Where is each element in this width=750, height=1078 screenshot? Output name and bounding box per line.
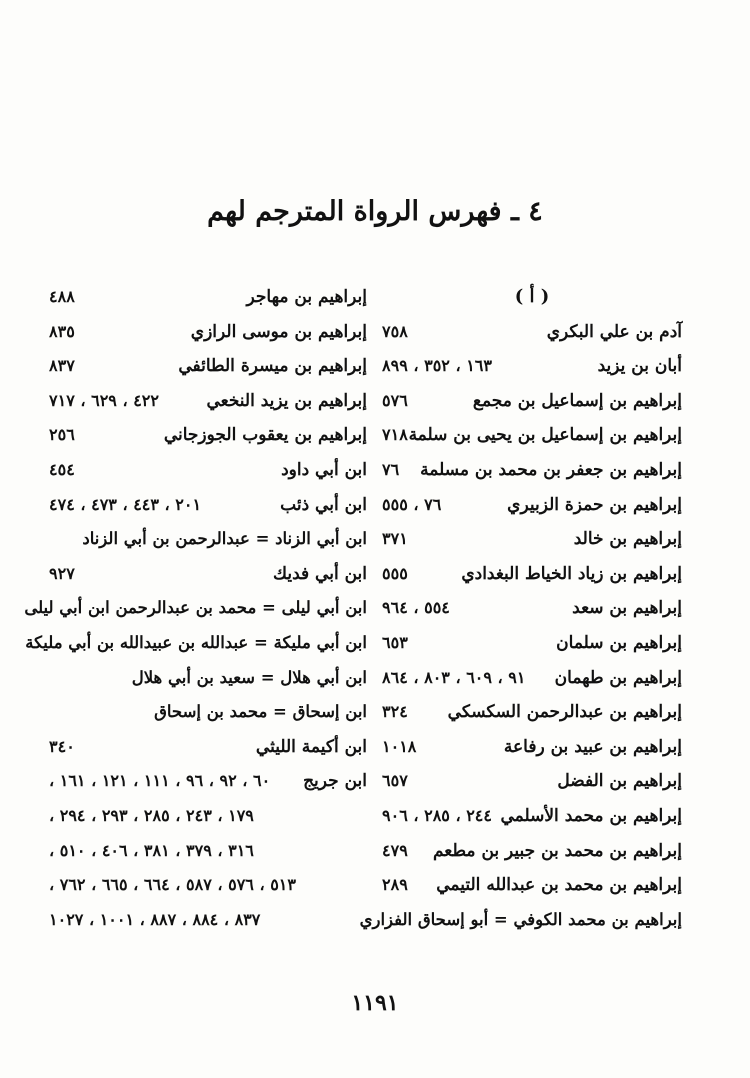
index-entry-continuation bbox=[49, 836, 367, 871]
page-title: ٤ ـ فهرس الرواة المترجم لهم bbox=[207, 196, 543, 227]
page-refs: ٢٤٤ ، ٢٨٥ ، ٩٠٦ bbox=[382, 805, 492, 825]
page-refs: ٧٦ bbox=[382, 459, 400, 479]
page-refs: ٣٤٠ bbox=[49, 736, 75, 756]
index-entry bbox=[24, 593, 367, 628]
page-refs: ١٧٩ ، ٢٤٣ ، ٢٨٥ ، ٢٩٣ ، ٢٩٤ ، bbox=[49, 805, 254, 825]
narrator-name: إبراهيم بن يعقوب الجوزجاني bbox=[163, 425, 367, 446]
index-entry bbox=[382, 559, 682, 594]
index-entry bbox=[382, 524, 682, 559]
page-refs: ٢٠١ ، ٤٤٣ ، ٤٧٣ ، ٤٧٤ bbox=[49, 494, 202, 514]
index-entry bbox=[382, 801, 682, 836]
index-entry-continuation bbox=[49, 870, 367, 905]
page-refs: ١٠١٨ bbox=[382, 736, 417, 756]
narrator-name: إبراهيم بن محمد الكوفي = أبو إسحاق الفزاري bbox=[359, 909, 682, 929]
page-refs: ٢٥٦ bbox=[49, 425, 75, 445]
page-refs: ٦٥٣ bbox=[382, 632, 408, 652]
index-entry bbox=[382, 593, 682, 628]
narrator-name: ابن أبي هلال = سعيد بن أبي هلال bbox=[131, 667, 367, 687]
index-entry bbox=[49, 697, 367, 732]
index-column-left bbox=[24, 282, 367, 939]
narrator-name: ابن أبي ذئب bbox=[280, 494, 367, 515]
page-refs: ٤٢٢ ، ٦٢٩ ، ٧١٧ bbox=[49, 390, 159, 410]
page-refs: ٢٨٩ bbox=[382, 875, 408, 895]
page-refs: ٥١٣ ، ٥٧٦ ، ٥٨٧ ، ٦٦٤ ، ٦٦٥ ، ٧٦٢ ، bbox=[49, 875, 296, 895]
index-entry bbox=[382, 628, 682, 663]
narrator-name: إبراهيم بن طهمان bbox=[554, 667, 682, 688]
page-refs: ٣٢٤ bbox=[382, 702, 408, 722]
index-entry bbox=[49, 663, 367, 698]
narrator-name: إبراهيم بن خالد bbox=[573, 529, 682, 550]
index-entry bbox=[49, 317, 367, 352]
narrator-name: إبراهيم بن عبدالرحمن السكسكي bbox=[447, 702, 682, 723]
page-refs: ٨٣٧ ، ٨٨٤ ، ٨٨٧ ، ١٠٠١ ، ١٠٢٧ bbox=[49, 909, 261, 929]
index-entry bbox=[382, 870, 682, 905]
index-entry-continuation bbox=[49, 905, 367, 940]
page-refs: ٥٥٥ bbox=[382, 563, 408, 583]
narrator-name: إبراهيم بن محمد بن جبير بن مطعم bbox=[432, 840, 682, 861]
narrator-name: ابن أكيمة الليثي bbox=[255, 736, 367, 757]
index-entry bbox=[382, 732, 682, 767]
page-refs: ٩١ ، ٦٠٩ ، ٨٠٣ ، ٨٦٤ bbox=[382, 667, 526, 687]
index-entry bbox=[49, 282, 367, 317]
page-refs: ٧٥٨ bbox=[382, 321, 408, 341]
narrator-name: ابن أبي داود bbox=[281, 459, 367, 480]
narrator-name: آدم بن علي البكري bbox=[546, 321, 682, 342]
narrator-name: إبراهيم بن حمزة الزبيري bbox=[507, 494, 682, 515]
page-refs: ٦٥٧ bbox=[382, 771, 408, 791]
index-entry bbox=[49, 386, 367, 421]
page-refs: ٣٧١ bbox=[382, 529, 408, 549]
page-refs: ٧١٨ bbox=[382, 425, 408, 445]
index-entry bbox=[382, 386, 682, 421]
index-entry-continuation bbox=[49, 801, 367, 836]
index-entry bbox=[49, 524, 367, 559]
index-entry bbox=[382, 351, 682, 386]
page-refs: ٤٥٤ bbox=[49, 459, 75, 479]
narrator-name: إبراهيم بن زياد الخياط البغدادي bbox=[461, 563, 682, 584]
index-entry bbox=[382, 766, 682, 801]
narrator-name: إبراهيم بن يزيد النخعي bbox=[206, 390, 367, 411]
index-column-right bbox=[359, 282, 682, 939]
index-entry bbox=[382, 490, 682, 525]
narrator-name: إبراهيم بن موسى الرازي bbox=[190, 321, 367, 342]
page-refs: ٩٢٧ bbox=[49, 563, 75, 583]
index-entry bbox=[382, 317, 682, 352]
index-entry bbox=[25, 628, 367, 663]
index-entry bbox=[49, 420, 367, 455]
narrator-name: ابن جريج bbox=[303, 771, 367, 792]
page-refs: ٨٣٥ bbox=[49, 321, 75, 341]
page-refs: ١٦٣ ، ٣٥٢ ، ٨٩٩ bbox=[382, 356, 492, 376]
page-refs: ٧٦ ، ٥٥٥ bbox=[382, 494, 442, 514]
index-entry bbox=[359, 905, 682, 940]
narrator-name: ابن أبي فديك bbox=[273, 563, 367, 584]
page-number: ١١٩١ bbox=[351, 990, 399, 1016]
narrator-name: ابن أبي الزناد = عبدالرحمن بن أبي الزناد bbox=[82, 529, 367, 549]
narrator-name: إبراهيم بن ميسرة الطائفي bbox=[178, 356, 367, 377]
index-entry bbox=[49, 732, 367, 767]
index-entry bbox=[49, 559, 367, 594]
narrator-name: ابن أبي مليكة = عبدالله بن عبيدالله بن أبي مليكة bbox=[25, 632, 367, 652]
index-entry bbox=[382, 697, 682, 732]
page-refs: ٨٣٧ bbox=[49, 356, 75, 376]
section-header-alif: ( أ ) bbox=[514, 286, 550, 307]
narrator-name: ابن أبي ليلى = محمد بن عبدالرحمن ابن أبي ليلى bbox=[24, 598, 367, 618]
index-entry bbox=[49, 490, 367, 525]
index-entry bbox=[49, 766, 367, 801]
page-refs: ٤٧٩ bbox=[382, 840, 408, 860]
index-entry bbox=[382, 663, 682, 698]
narrator-name: إبراهيم بن إسماعيل بن مجمع bbox=[472, 390, 682, 411]
index-entry bbox=[382, 455, 682, 490]
index-entry bbox=[382, 420, 682, 455]
narrator-name: إبراهيم بن عبيد بن رفاعة bbox=[503, 736, 682, 757]
page-refs: ٣١٦ ، ٣٧٩ ، ٣٨١ ، ٤٠٦ ، ٥١٠ ، bbox=[49, 840, 254, 860]
page-refs: ٥٧٦ bbox=[382, 390, 408, 410]
narrator-name: إبراهيم بن مهاجر bbox=[246, 287, 367, 307]
narrator-name: أبان بن يزيد bbox=[597, 356, 682, 377]
narrator-name: إبراهيم بن الفضل bbox=[557, 771, 682, 792]
narrator-name: ابن إسحاق = محمد بن إسحاق bbox=[154, 702, 367, 722]
page-refs: ٦٠ ، ٩٢ ، ٩٦ ، ١١١ ، ١٢١ ، ١٦١ ، bbox=[49, 771, 271, 791]
index-entry bbox=[382, 836, 682, 871]
index-entry bbox=[49, 351, 367, 386]
section-header-row bbox=[382, 282, 682, 317]
narrator-name: إبراهيم بن محمد الأسلمي bbox=[500, 805, 682, 826]
narrator-name: إبراهيم بن سعد bbox=[572, 598, 682, 619]
narrator-name: إبراهيم بن جعفر بن محمد بن مسلمة bbox=[420, 459, 682, 480]
page-refs: ٤٨٨ bbox=[49, 287, 75, 306]
narrator-name: إبراهيم بن سلمان bbox=[556, 632, 682, 653]
narrator-name: إبراهيم بن إسماعيل بن يحيى بن سلمة bbox=[408, 425, 682, 446]
narrator-name: إبراهيم بن محمد بن عبدالله التيمي bbox=[436, 875, 682, 896]
index-entry bbox=[49, 455, 367, 490]
page-refs: ٥٥٤ ، ٩٦٤ bbox=[382, 598, 450, 618]
